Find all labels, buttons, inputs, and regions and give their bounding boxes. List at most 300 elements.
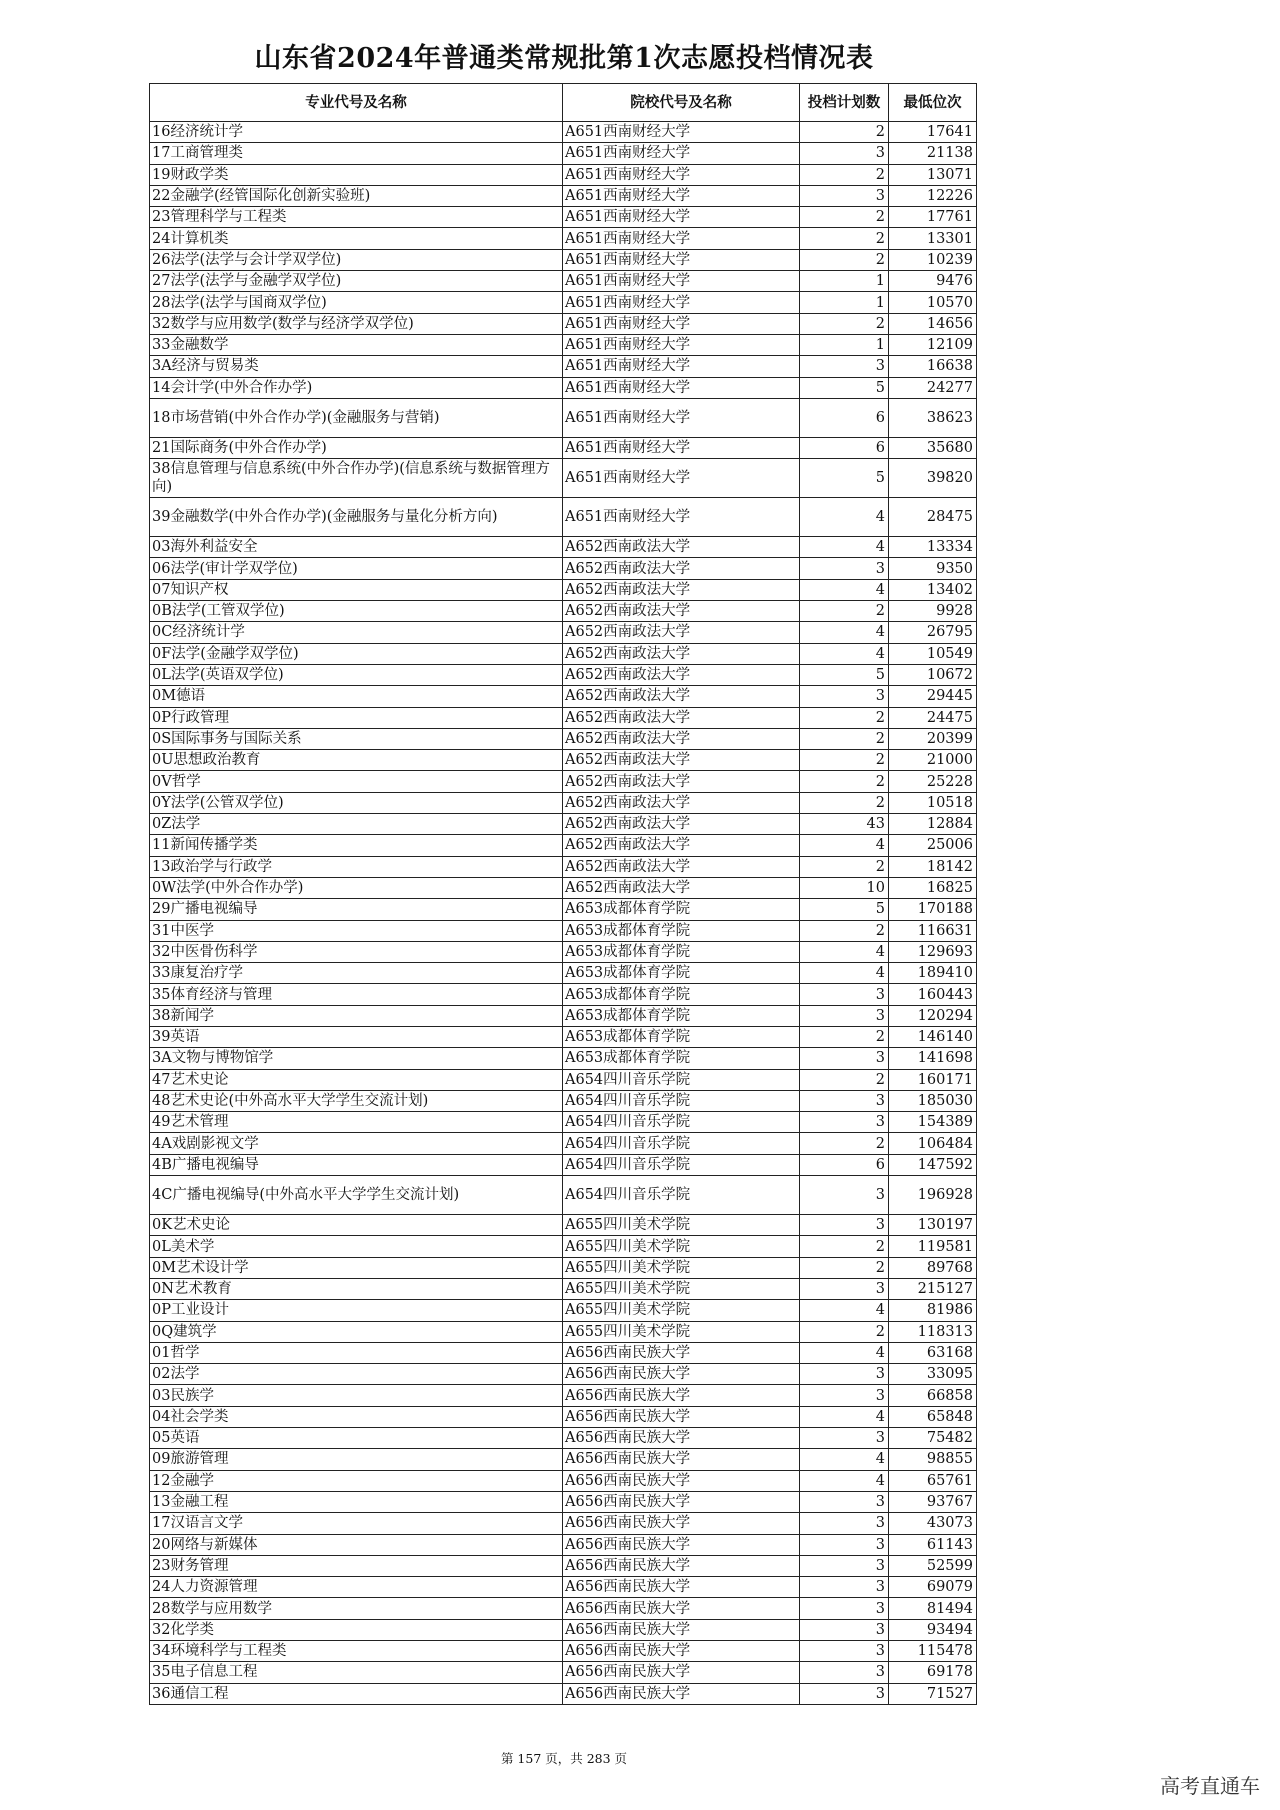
table-row xyxy=(150,1641,977,1662)
cell-rank: 10570 xyxy=(889,292,977,313)
cell-plan: 6 xyxy=(800,398,889,437)
table-row xyxy=(150,1470,977,1491)
cell-major: 0P工业设计 xyxy=(150,1300,563,1321)
cell-rank: 129693 xyxy=(889,941,977,962)
cell-rank: 29445 xyxy=(889,686,977,707)
header-rank: 最低位次 xyxy=(889,84,977,122)
cell-rank: 69079 xyxy=(889,1577,977,1598)
table-row xyxy=(150,1112,977,1133)
cell-rank: 9928 xyxy=(889,601,977,622)
cell-rank: 16638 xyxy=(889,356,977,377)
cell-school: A652西南政法大学 xyxy=(563,792,800,813)
cell-rank: 196928 xyxy=(889,1176,977,1215)
cell-plan: 4 xyxy=(800,835,889,856)
table-row xyxy=(150,1364,977,1385)
cell-plan: 2 xyxy=(800,249,889,270)
cell-major: 31中医学 xyxy=(150,920,563,941)
table-row xyxy=(150,1176,977,1215)
cell-rank: 215127 xyxy=(889,1278,977,1299)
table-row xyxy=(150,664,977,685)
cell-school: A651西南财经大学 xyxy=(563,313,800,334)
table-row xyxy=(150,984,977,1005)
cell-school: A656西南民族大学 xyxy=(563,1406,800,1427)
cell-plan: 3 xyxy=(800,686,889,707)
cell-rank: 61143 xyxy=(889,1534,977,1555)
cell-major: 0L美术学 xyxy=(150,1236,563,1257)
cell-major: 0Z法学 xyxy=(150,814,563,835)
header-plan: 投档计划数 xyxy=(800,84,889,122)
cell-school: A656西南民族大学 xyxy=(563,1342,800,1363)
cell-school: A652西南政法大学 xyxy=(563,771,800,792)
cell-school: A653成都体育学院 xyxy=(563,984,800,1005)
cell-rank: 24277 xyxy=(889,377,977,398)
cell-school: A651西南财经大学 xyxy=(563,398,800,437)
cell-rank: 66858 xyxy=(889,1385,977,1406)
table-row xyxy=(150,1449,977,1470)
cell-plan: 2 xyxy=(800,1026,889,1047)
table-row xyxy=(150,1577,977,1598)
page-title: 山东省2024年普通类常规批第1次志愿投档情况表 xyxy=(254,43,874,74)
table-row xyxy=(150,334,977,355)
table-row xyxy=(150,963,977,984)
table-row xyxy=(150,1278,977,1299)
cell-school: A656西南民族大学 xyxy=(563,1534,800,1555)
cell-school: A651西南财经大学 xyxy=(563,459,800,498)
cell-school: A651西南财经大学 xyxy=(563,334,800,355)
cell-rank: 43073 xyxy=(889,1513,977,1534)
cell-school: A655四川美术学院 xyxy=(563,1236,800,1257)
table-row xyxy=(150,601,977,622)
table-row xyxy=(150,1154,977,1175)
cell-plan: 3 xyxy=(800,1176,889,1215)
cell-rank: 20399 xyxy=(889,728,977,749)
cell-school: A651西南财经大学 xyxy=(563,249,800,270)
cell-plan: 4 xyxy=(800,498,889,537)
cell-school: A651西南财经大学 xyxy=(563,271,800,292)
cell-plan: 3 xyxy=(800,1215,889,1236)
cell-major: 17工商管理类 xyxy=(150,143,563,164)
cell-major: 32中医骨伤科学 xyxy=(150,941,563,962)
cell-school: A651西南财经大学 xyxy=(563,292,800,313)
cell-school: A656西南民族大学 xyxy=(563,1598,800,1619)
cell-plan: 2 xyxy=(800,164,889,185)
cell-rank: 71527 xyxy=(889,1683,977,1704)
cell-school: A651西南财经大学 xyxy=(563,356,800,377)
cell-school: A652西南政法大学 xyxy=(563,835,800,856)
cell-school: A656西南民族大学 xyxy=(563,1364,800,1385)
cell-school: A652西南政法大学 xyxy=(563,750,800,771)
cell-major: 39金融数学(中外合作办学)(金融服务与量化分析方向) xyxy=(150,498,563,537)
table-row xyxy=(150,856,977,877)
cell-plan: 3 xyxy=(800,356,889,377)
cell-rank: 12226 xyxy=(889,185,977,206)
cell-school: A656西南民族大学 xyxy=(563,1470,800,1491)
cell-school: A653成都体育学院 xyxy=(563,1048,800,1069)
cell-major: 24计算机类 xyxy=(150,228,563,249)
table-row xyxy=(150,228,977,249)
cell-major: 28法学(法学与国商双学位) xyxy=(150,292,563,313)
cell-rank: 116631 xyxy=(889,920,977,941)
cell-school: A652西南政法大学 xyxy=(563,537,800,558)
cell-plan: 5 xyxy=(800,664,889,685)
cell-plan: 3 xyxy=(800,1598,889,1619)
table-row xyxy=(150,1321,977,1342)
cell-major: 29广播电视编导 xyxy=(150,899,563,920)
cell-plan: 3 xyxy=(800,1048,889,1069)
cell-school: A651西南财经大学 xyxy=(563,498,800,537)
cell-rank: 10672 xyxy=(889,664,977,685)
cell-school: A655四川美术学院 xyxy=(563,1215,800,1236)
table-row xyxy=(150,835,977,856)
table-row xyxy=(150,1069,977,1090)
table-row xyxy=(150,1090,977,1111)
cell-school: A656西南民族大学 xyxy=(563,1641,800,1662)
cell-plan: 2 xyxy=(800,707,889,728)
cell-rank: 106484 xyxy=(889,1133,977,1154)
cell-rank: 93494 xyxy=(889,1619,977,1640)
cell-rank: 141698 xyxy=(889,1048,977,1069)
cell-plan: 2 xyxy=(800,771,889,792)
cell-major: 0K艺术史论 xyxy=(150,1215,563,1236)
cell-major: 3A经济与贸易类 xyxy=(150,356,563,377)
cell-plan: 2 xyxy=(800,601,889,622)
cell-major: 48艺术史论(中外高水平大学学生交流计划) xyxy=(150,1090,563,1111)
cell-major: 03民族学 xyxy=(150,1385,563,1406)
cell-rank: 39820 xyxy=(889,459,977,498)
cell-school: A651西南财经大学 xyxy=(563,207,800,228)
table-row xyxy=(150,1342,977,1363)
table-row xyxy=(150,437,977,458)
table-header-row xyxy=(150,84,977,122)
table-row xyxy=(150,143,977,164)
cell-plan: 4 xyxy=(800,941,889,962)
cell-plan: 2 xyxy=(800,920,889,941)
cell-plan: 4 xyxy=(800,643,889,664)
table-row xyxy=(150,579,977,600)
cell-major: 0S国际事务与国际关系 xyxy=(150,728,563,749)
cell-rank: 160171 xyxy=(889,1069,977,1090)
cell-rank: 189410 xyxy=(889,963,977,984)
cell-school: A653成都体育学院 xyxy=(563,920,800,941)
cell-rank: 170188 xyxy=(889,899,977,920)
cell-major: 0B法学(工管双学位) xyxy=(150,601,563,622)
admission-table xyxy=(149,83,977,1705)
cell-major: 39英语 xyxy=(150,1026,563,1047)
table-row xyxy=(150,899,977,920)
table-row xyxy=(150,1005,977,1026)
cell-major: 0Y法学(公管双学位) xyxy=(150,792,563,813)
cell-plan: 3 xyxy=(800,143,889,164)
cell-school: A653成都体育学院 xyxy=(563,899,800,920)
cell-plan: 4 xyxy=(800,963,889,984)
cell-major: 4B广播电视编导 xyxy=(150,1154,563,1175)
cell-rank: 118313 xyxy=(889,1321,977,1342)
cell-major: 33康复治疗学 xyxy=(150,963,563,984)
table-row xyxy=(150,750,977,771)
cell-school: A655四川美术学院 xyxy=(563,1300,800,1321)
cell-rank: 75482 xyxy=(889,1428,977,1449)
cell-rank: 93767 xyxy=(889,1491,977,1512)
cell-rank: 146140 xyxy=(889,1026,977,1047)
cell-major: 02法学 xyxy=(150,1364,563,1385)
cell-major: 26法学(法学与会计学双学位) xyxy=(150,249,563,270)
cell-school: A653成都体育学院 xyxy=(563,941,800,962)
cell-major: 33金融数学 xyxy=(150,334,563,355)
cell-school: A654四川音乐学院 xyxy=(563,1112,800,1133)
cell-plan: 4 xyxy=(800,1406,889,1427)
table-row xyxy=(150,1133,977,1154)
cell-school: A651西南财经大学 xyxy=(563,228,800,249)
table-row xyxy=(150,728,977,749)
cell-school: A655四川美术学院 xyxy=(563,1278,800,1299)
cell-major: 4C广播电视编导(中外高水平大学学生交流计划) xyxy=(150,1176,563,1215)
cell-plan: 5 xyxy=(800,377,889,398)
cell-rank: 147592 xyxy=(889,1154,977,1175)
cell-plan: 2 xyxy=(800,1257,889,1278)
cell-plan: 2 xyxy=(800,1321,889,1342)
cell-major: 16经济统计学 xyxy=(150,122,563,143)
cell-major: 23管理科学与工程类 xyxy=(150,207,563,228)
cell-major: 35电子信息工程 xyxy=(150,1662,563,1683)
cell-school: A652西南政法大学 xyxy=(563,643,800,664)
cell-rank: 12884 xyxy=(889,814,977,835)
cell-school: A653成都体育学院 xyxy=(563,1005,800,1026)
cell-school: A656西南民族大学 xyxy=(563,1662,800,1683)
cell-school: A652西南政法大学 xyxy=(563,814,800,835)
cell-school: A652西南政法大学 xyxy=(563,728,800,749)
cell-major: 11新闻传播学类 xyxy=(150,835,563,856)
cell-major: 27法学(法学与金融学双学位) xyxy=(150,271,563,292)
cell-major: 03海外利益安全 xyxy=(150,537,563,558)
cell-rank: 81986 xyxy=(889,1300,977,1321)
cell-rank: 16825 xyxy=(889,877,977,898)
table-row xyxy=(150,941,977,962)
table-row xyxy=(150,537,977,558)
table-row xyxy=(150,1555,977,1576)
table-row xyxy=(150,1385,977,1406)
cell-major: 4A戏剧影视文学 xyxy=(150,1133,563,1154)
table-row xyxy=(150,622,977,643)
cell-rank: 119581 xyxy=(889,1236,977,1257)
cell-school: A652西南政法大学 xyxy=(563,664,800,685)
cell-major: 0C经济统计学 xyxy=(150,622,563,643)
cell-plan: 3 xyxy=(800,1513,889,1534)
cell-rank: 98855 xyxy=(889,1449,977,1470)
cell-school: A651西南财经大学 xyxy=(563,437,800,458)
cell-school: A656西南民族大学 xyxy=(563,1555,800,1576)
cell-rank: 25006 xyxy=(889,835,977,856)
cell-rank: 81494 xyxy=(889,1598,977,1619)
cell-major: 06法学(审计学双学位) xyxy=(150,558,563,579)
cell-major: 20网络与新媒体 xyxy=(150,1534,563,1555)
cell-major: 3A文物与博物馆学 xyxy=(150,1048,563,1069)
cell-plan: 3 xyxy=(800,1364,889,1385)
cell-school: A656西南民族大学 xyxy=(563,1449,800,1470)
cell-rank: 9350 xyxy=(889,558,977,579)
cell-school: A652西南政法大学 xyxy=(563,686,800,707)
cell-rank: 63168 xyxy=(889,1342,977,1363)
cell-major: 14会计学(中外合作办学) xyxy=(150,377,563,398)
cell-school: A656西南民族大学 xyxy=(563,1683,800,1704)
cell-rank: 120294 xyxy=(889,1005,977,1026)
table-row xyxy=(150,164,977,185)
cell-plan: 2 xyxy=(800,792,889,813)
cell-major: 05英语 xyxy=(150,1428,563,1449)
cell-plan: 3 xyxy=(800,1428,889,1449)
cell-plan: 1 xyxy=(800,334,889,355)
page-footer: 第 157 页，共 283 页 xyxy=(500,1751,628,1766)
cell-major: 18市场营销(中外合作办学)(金融服务与营销) xyxy=(150,398,563,437)
cell-plan: 4 xyxy=(800,1449,889,1470)
cell-major: 35体育经济与管理 xyxy=(150,984,563,1005)
cell-rank: 154389 xyxy=(889,1112,977,1133)
table-row xyxy=(150,1300,977,1321)
cell-major: 32数学与应用数学(数学与经济学双学位) xyxy=(150,313,563,334)
cell-rank: 13071 xyxy=(889,164,977,185)
cell-school: A654四川音乐学院 xyxy=(563,1133,800,1154)
cell-plan: 3 xyxy=(800,185,889,206)
cell-rank: 10518 xyxy=(889,792,977,813)
cell-plan: 2 xyxy=(800,1069,889,1090)
cell-school: A654四川音乐学院 xyxy=(563,1176,800,1215)
table-row xyxy=(150,249,977,270)
cell-major: 0M德语 xyxy=(150,686,563,707)
cell-major: 12金融学 xyxy=(150,1470,563,1491)
table-row xyxy=(150,207,977,228)
cell-plan: 3 xyxy=(800,1385,889,1406)
cell-major: 36通信工程 xyxy=(150,1683,563,1704)
cell-plan: 4 xyxy=(800,1470,889,1491)
table-row xyxy=(150,920,977,941)
cell-plan: 2 xyxy=(800,313,889,334)
cell-school: A656西南民族大学 xyxy=(563,1428,800,1449)
cell-plan: 5 xyxy=(800,899,889,920)
cell-school: A651西南财经大学 xyxy=(563,377,800,398)
cell-school: A653成都体育学院 xyxy=(563,1026,800,1047)
cell-school: A651西南财经大学 xyxy=(563,143,800,164)
cell-plan: 1 xyxy=(800,292,889,313)
cell-school: A652西南政法大学 xyxy=(563,579,800,600)
table-row xyxy=(150,1683,977,1704)
cell-school: A656西南民族大学 xyxy=(563,1385,800,1406)
cell-school: A652西南政法大学 xyxy=(563,856,800,877)
cell-rank: 33095 xyxy=(889,1364,977,1385)
cell-plan: 2 xyxy=(800,856,889,877)
cell-plan: 3 xyxy=(800,1278,889,1299)
cell-rank: 35680 xyxy=(889,437,977,458)
cell-rank: 13334 xyxy=(889,537,977,558)
cell-major: 32化学类 xyxy=(150,1619,563,1640)
cell-school: A656西南民族大学 xyxy=(563,1513,800,1534)
cell-rank: 185030 xyxy=(889,1090,977,1111)
table-row xyxy=(150,398,977,437)
table-row xyxy=(150,1662,977,1683)
table-row xyxy=(150,1513,977,1534)
cell-plan: 2 xyxy=(800,122,889,143)
cell-plan: 3 xyxy=(800,1112,889,1133)
table-row xyxy=(150,271,977,292)
table-row xyxy=(150,377,977,398)
table-row xyxy=(150,292,977,313)
cell-plan: 2 xyxy=(800,1236,889,1257)
cell-rank: 10239 xyxy=(889,249,977,270)
table-row xyxy=(150,1534,977,1555)
cell-plan: 1 xyxy=(800,271,889,292)
cell-major: 22金融学(经管国际化创新实验班) xyxy=(150,185,563,206)
cell-rank: 65848 xyxy=(889,1406,977,1427)
cell-school: A654四川音乐学院 xyxy=(563,1154,800,1175)
cell-rank: 69178 xyxy=(889,1662,977,1683)
cell-school: A656西南民族大学 xyxy=(563,1491,800,1512)
cell-plan: 3 xyxy=(800,1090,889,1111)
cell-plan: 6 xyxy=(800,1154,889,1175)
table-row xyxy=(150,1428,977,1449)
cell-major: 38新闻学 xyxy=(150,1005,563,1026)
cell-major: 09旅游管理 xyxy=(150,1449,563,1470)
cell-rank: 115478 xyxy=(889,1641,977,1662)
cell-plan: 4 xyxy=(800,622,889,643)
table-row xyxy=(150,1048,977,1069)
cell-plan: 3 xyxy=(800,1641,889,1662)
table-row xyxy=(150,643,977,664)
cell-school: A654四川音乐学院 xyxy=(563,1069,800,1090)
cell-major: 28数学与应用数学 xyxy=(150,1598,563,1619)
table-row xyxy=(150,707,977,728)
table-row xyxy=(150,185,977,206)
cell-major: 24人力资源管理 xyxy=(150,1577,563,1598)
cell-plan: 2 xyxy=(800,1133,889,1154)
cell-major: 38信息管理与信息系统(中外合作办学)(信息系统与数据管理方向) xyxy=(150,459,563,498)
table-row xyxy=(150,1406,977,1427)
table-row xyxy=(150,1619,977,1640)
cell-rank: 26795 xyxy=(889,622,977,643)
cell-rank: 38623 xyxy=(889,398,977,437)
cell-plan: 3 xyxy=(800,558,889,579)
cell-rank: 9476 xyxy=(889,271,977,292)
cell-major: 0M艺术设计学 xyxy=(150,1257,563,1278)
cell-major: 17汉语言文学 xyxy=(150,1513,563,1534)
cell-plan: 3 xyxy=(800,1005,889,1026)
table-row xyxy=(150,459,977,498)
cell-rank: 17641 xyxy=(889,122,977,143)
cell-school: A652西南政法大学 xyxy=(563,622,800,643)
cell-plan: 3 xyxy=(800,1555,889,1576)
cell-school: A654四川音乐学院 xyxy=(563,1090,800,1111)
cell-school: A652西南政法大学 xyxy=(563,558,800,579)
cell-rank: 25228 xyxy=(889,771,977,792)
watermark: 高考直通车 xyxy=(1160,1774,1260,1798)
cell-plan: 3 xyxy=(800,1577,889,1598)
cell-plan: 4 xyxy=(800,1342,889,1363)
cell-school: A656西南民族大学 xyxy=(563,1577,800,1598)
cell-plan: 5 xyxy=(800,459,889,498)
cell-major: 0L法学(英语双学位) xyxy=(150,664,563,685)
cell-plan: 3 xyxy=(800,1619,889,1640)
cell-plan: 2 xyxy=(800,728,889,749)
cell-school: A653成都体育学院 xyxy=(563,963,800,984)
table-row xyxy=(150,814,977,835)
cell-major: 0F法学(金融学双学位) xyxy=(150,643,563,664)
table-row xyxy=(150,877,977,898)
cell-plan: 3 xyxy=(800,1534,889,1555)
cell-rank: 14656 xyxy=(889,313,977,334)
cell-rank: 130197 xyxy=(889,1215,977,1236)
table-row xyxy=(150,1215,977,1236)
cell-rank: 65761 xyxy=(889,1470,977,1491)
table-row xyxy=(150,686,977,707)
cell-major: 49艺术管理 xyxy=(150,1112,563,1133)
cell-major: 0W法学(中外合作办学) xyxy=(150,877,563,898)
